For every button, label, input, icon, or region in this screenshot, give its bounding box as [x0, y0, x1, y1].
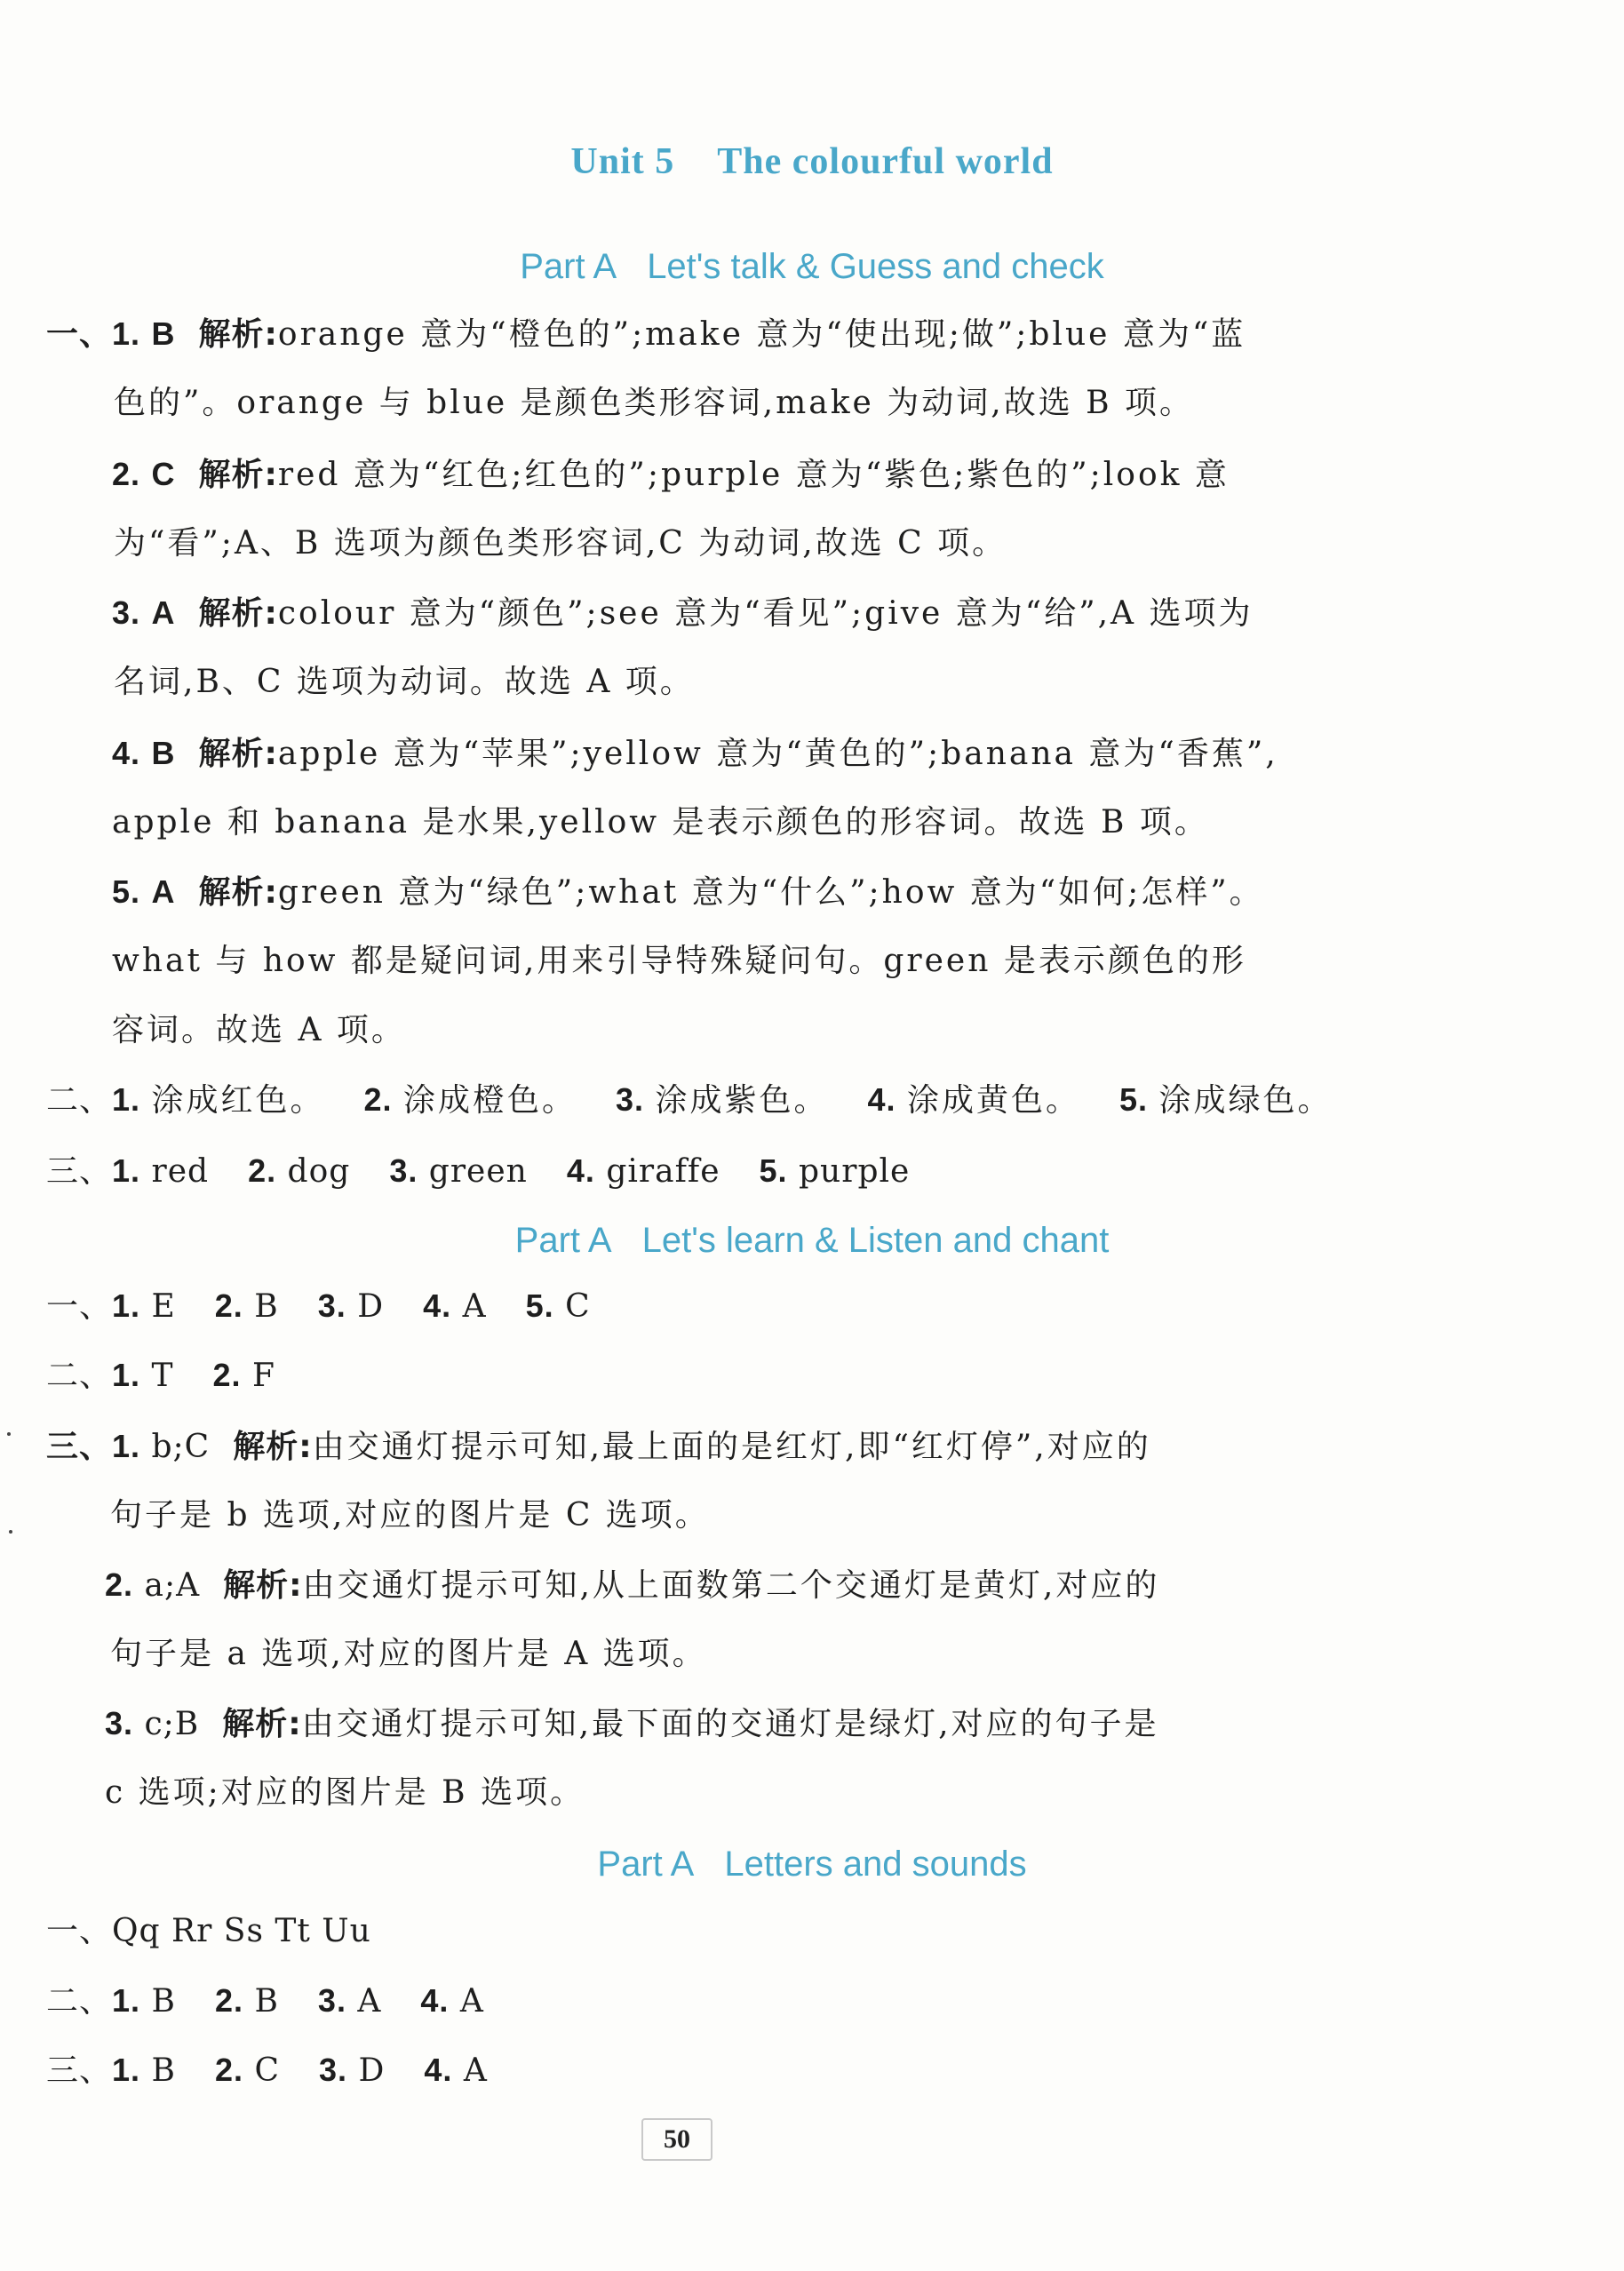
- answer-line: c 选项;对应的图片是 B 选项。: [105, 1774, 585, 1811]
- answer-line: 三、1. b;C 解析:由交通灯提示可知,最上面的是红灯,即“红灯停”,对应的: [46, 1428, 1151, 1465]
- page-number: 50: [641, 2118, 712, 2161]
- unit-title: [0, 140, 1624, 183]
- answer-line: 句子是 b 选项,对应的图片是 C 选项。: [110, 1497, 710, 1534]
- answer-line: 4. B 解析:apple 意为“苹果”;yellow 意为“黄色的”;banana 意为“香蕉”,: [112, 735, 1278, 772]
- answer-line: what 与 how 都是疑问词,用来引导特殊疑问句。green 是表示颜色的形: [112, 943, 1246, 979]
- answer-line: 5. A 解析:green 意为“绿色”;what 意为“什么”;how 意为“如何;怎样”。: [112, 873, 1264, 911]
- scan-mark: [7, 1432, 11, 1436]
- part-heading-learn: Part A Let's learn & Listen and chant: [514, 1221, 1110, 1260]
- unit-name: The colourful world: [717, 141, 1054, 182]
- answer-line: 3. A 解析:colour 意为“颜色”;see 意为“看见”;give 意为“给”,A 选项为: [112, 594, 1254, 632]
- answer-line: 二、1. T 2. F: [46, 1357, 275, 1394]
- answer-line: 名词,B、C 选项为动词。故选 A 项。: [114, 664, 695, 700]
- answer-line: 一、1. E 2. B 3. D 4. A 5. C: [46, 1287, 591, 1325]
- answer-line: 三、1. B 2. C 3. D 4. A: [46, 2052, 488, 2089]
- answer-line: 为“看”;A、B 选项为颜色类形容词,C 为动词,故选 C 项。: [114, 525, 1007, 562]
- scan-mark: [9, 1530, 12, 1534]
- answer-line: 2. a;A 解析:由交通灯提示可知,从上面数第二个交通灯是黄灯,对应的: [105, 1566, 1160, 1604]
- answer-line: 二、1. 涂成红色。 2. 涂成橙色。 3. 涂成紫色。 4. 涂成黄色。 5. 涂成绿色。: [46, 1081, 1333, 1119]
- unit-number: Unit 5: [570, 141, 675, 182]
- answer-line: 色的”。orange 与 blue 是颜色类形容词,make 为动词,故选 B 项。: [114, 385, 1195, 421]
- answer-line: 句子是 a 选项,对应的图片是 A 选项。: [110, 1636, 707, 1672]
- answer-line: apple 和 banana 是水果,yellow 是表示颜色的形容词。故选 B 项。: [112, 804, 1209, 841]
- part-heading-letters: Part A Letters and sounds: [597, 1845, 1027, 1884]
- answer-line: 一、Qq Rr Ss Tt Uu: [46, 1913, 371, 1949]
- answer-line: 二、1. B 2. B 3. A 4. A: [46, 1982, 484, 2020]
- answer-line: 容词。故选 A 项。: [112, 1012, 406, 1048]
- answer-line: 三、1. red 2. dog 3. green 4. giraffe 5. purple: [46, 1152, 911, 1190]
- answer-line: 2. C 解析:red 意为“红色;红色的”;purple 意为“紫色;紫色的”;look 意: [112, 456, 1230, 493]
- answer-line: 一、1. B 解析:orange 意为“橙色的”;make 意为“使出现;做”;blue 意为“蓝: [46, 315, 1246, 353]
- answer-line: 3. c;B 解析:由交通灯提示可知,最下面的交通灯是绿灯,对应的句子是: [105, 1705, 1159, 1742]
- part-heading-talk: Part A Let's talk & Guess and check: [520, 247, 1104, 286]
